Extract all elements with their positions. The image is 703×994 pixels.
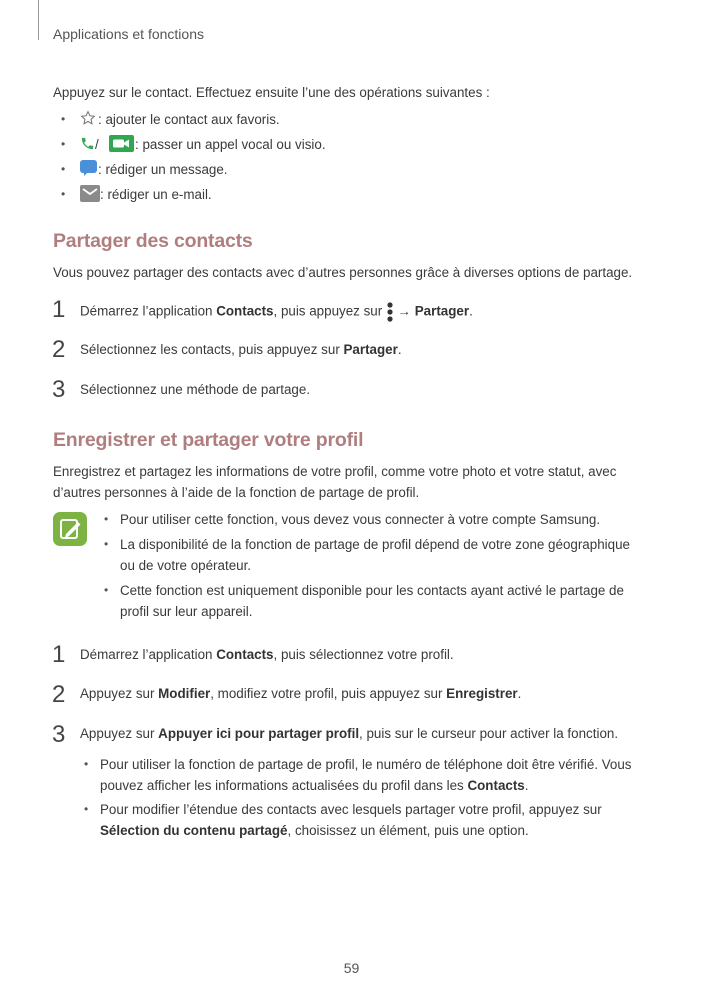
profile-description-line-2: d’autres personnes à l’aide de la fonction de partage de profil. bbox=[53, 485, 420, 500]
bullet-dot: • bbox=[61, 137, 66, 151]
note-text: Cette fonction est uniquement disponible pour les contacts ayant activé le partage de bbox=[120, 583, 624, 598]
step-text: Démarrez l’application bbox=[80, 303, 217, 319]
note-text: Pour utiliser cette fonction, vous devez vous connecter à votre compte Samsung. bbox=[120, 512, 601, 527]
sub-bullet-text bbox=[100, 778, 528, 793]
share-step-1 bbox=[80, 301, 473, 323]
bullet-dot: • bbox=[61, 162, 66, 176]
step-number: 3 bbox=[52, 721, 66, 748]
bullet-call-text: : passer un appel vocal ou visio. bbox=[135, 137, 326, 152]
step-number: 1 bbox=[52, 641, 66, 668]
step-text: . bbox=[517, 686, 522, 701]
step-number: 2 bbox=[52, 681, 66, 708]
step-bold: Enregistrer bbox=[446, 686, 518, 701]
share-step-2 bbox=[80, 342, 402, 357]
intro-text: Appuyez sur le contact. Effectuez ensuite l’une des opérations suivantes : bbox=[53, 85, 490, 100]
sub-bullet-bold: Sélection du contenu partagé bbox=[100, 823, 288, 838]
step-number: 1 bbox=[52, 296, 66, 323]
step-bold: Modifier bbox=[158, 686, 211, 701]
more-options-icon bbox=[386, 301, 394, 323]
bullet-dot: • bbox=[104, 512, 109, 526]
phone-icon bbox=[80, 136, 95, 154]
note-text: profil sur leur appareil. bbox=[120, 604, 253, 619]
profile-step-2 bbox=[80, 686, 521, 701]
bullet-separator: / bbox=[95, 137, 99, 152]
email-icon bbox=[80, 185, 100, 205]
profile-step-1 bbox=[80, 647, 454, 662]
note-text: La disponibilité de la fonction de partage de profil dépend de votre zone géographique bbox=[120, 537, 630, 552]
step-bold: Appuyer ici pour partager profil bbox=[158, 726, 360, 741]
bullet-dot: • bbox=[61, 187, 66, 201]
step-text: Sélectionnez une méthode de partage. bbox=[80, 382, 311, 397]
step-text: Appuyez sur bbox=[80, 726, 159, 741]
step-bold: Contacts bbox=[216, 303, 274, 319]
step-text: , puis appuyez sur bbox=[273, 303, 386, 319]
header-rule bbox=[38, 0, 39, 40]
bullet-dot: • bbox=[84, 802, 89, 816]
bullet-dot: • bbox=[104, 537, 109, 551]
page-number: 59 bbox=[343, 960, 360, 976]
star-icon bbox=[80, 110, 96, 129]
step-text: . bbox=[469, 303, 473, 319]
profile-heading: Enregistrer et partager votre profil bbox=[53, 429, 364, 451]
bullet-message-text: : rédiger un message. bbox=[98, 162, 228, 177]
share-step-3 bbox=[80, 382, 310, 397]
sub-bullet-text bbox=[100, 823, 529, 838]
step-text: , puis sur le curseur pour activer la fonction. bbox=[359, 726, 619, 741]
step-bold: Partager bbox=[343, 342, 398, 357]
sub-bullet-text: Pour utiliser la fonction de partage de profil, le numéro de téléphone doit être vérifié. Vous bbox=[100, 757, 632, 772]
video-call-icon bbox=[109, 135, 134, 155]
bullet-dot: • bbox=[84, 757, 89, 771]
note-icon bbox=[53, 512, 87, 546]
message-icon bbox=[80, 160, 97, 180]
sub-bullet-text-part: . bbox=[524, 778, 529, 793]
sub-bullet-text-part: , choisissez un élément, puis une option. bbox=[287, 823, 529, 838]
bullet-dot: • bbox=[61, 112, 66, 126]
step-number: 2 bbox=[52, 336, 66, 363]
step-bold: Contacts bbox=[216, 647, 274, 662]
step-text: . bbox=[397, 342, 402, 357]
bullet-favorite-text: : ajouter le contact aux favoris. bbox=[98, 112, 280, 127]
step-text: Sélectionnez les contacts, puis appuyez sur bbox=[80, 342, 344, 357]
sub-bullet-text-part: pouvez afficher les informations actualisées du profil dans les bbox=[100, 778, 468, 793]
section-header: Applications et fonctions bbox=[53, 26, 204, 42]
step-text: , puis sélectionnez votre profil. bbox=[273, 647, 454, 662]
step-text: , modifiez votre profil, puis appuyez sur bbox=[210, 686, 447, 701]
note-text: ou de votre opérateur. bbox=[120, 558, 252, 573]
profile-description-line-1: Enregistrez et partagez les informations de votre profil, comme votre photo et votre statut, avec bbox=[53, 464, 617, 479]
step-number: 3 bbox=[52, 376, 66, 403]
bullet-dot: • bbox=[104, 583, 109, 597]
share-description: Vous pouvez partager des contacts avec d’autres personnes grâce à diverses options de partage. bbox=[53, 265, 633, 280]
share-heading: Partager des contacts bbox=[53, 230, 253, 252]
step-bold: Partager bbox=[414, 303, 470, 319]
sub-bullet-text: Pour modifier l’étendue des contacts avec lesquels partager votre profil, appuyez sur bbox=[100, 802, 602, 817]
step-text: Appuyez sur bbox=[80, 686, 159, 701]
bullet-email-text: : rédiger un e-mail. bbox=[100, 187, 212, 202]
step-arrow: → bbox=[393, 303, 415, 319]
sub-bullet-bold: Contacts bbox=[467, 778, 525, 793]
profile-step-3 bbox=[80, 726, 618, 741]
step-text: Démarrez l’application bbox=[80, 647, 217, 662]
